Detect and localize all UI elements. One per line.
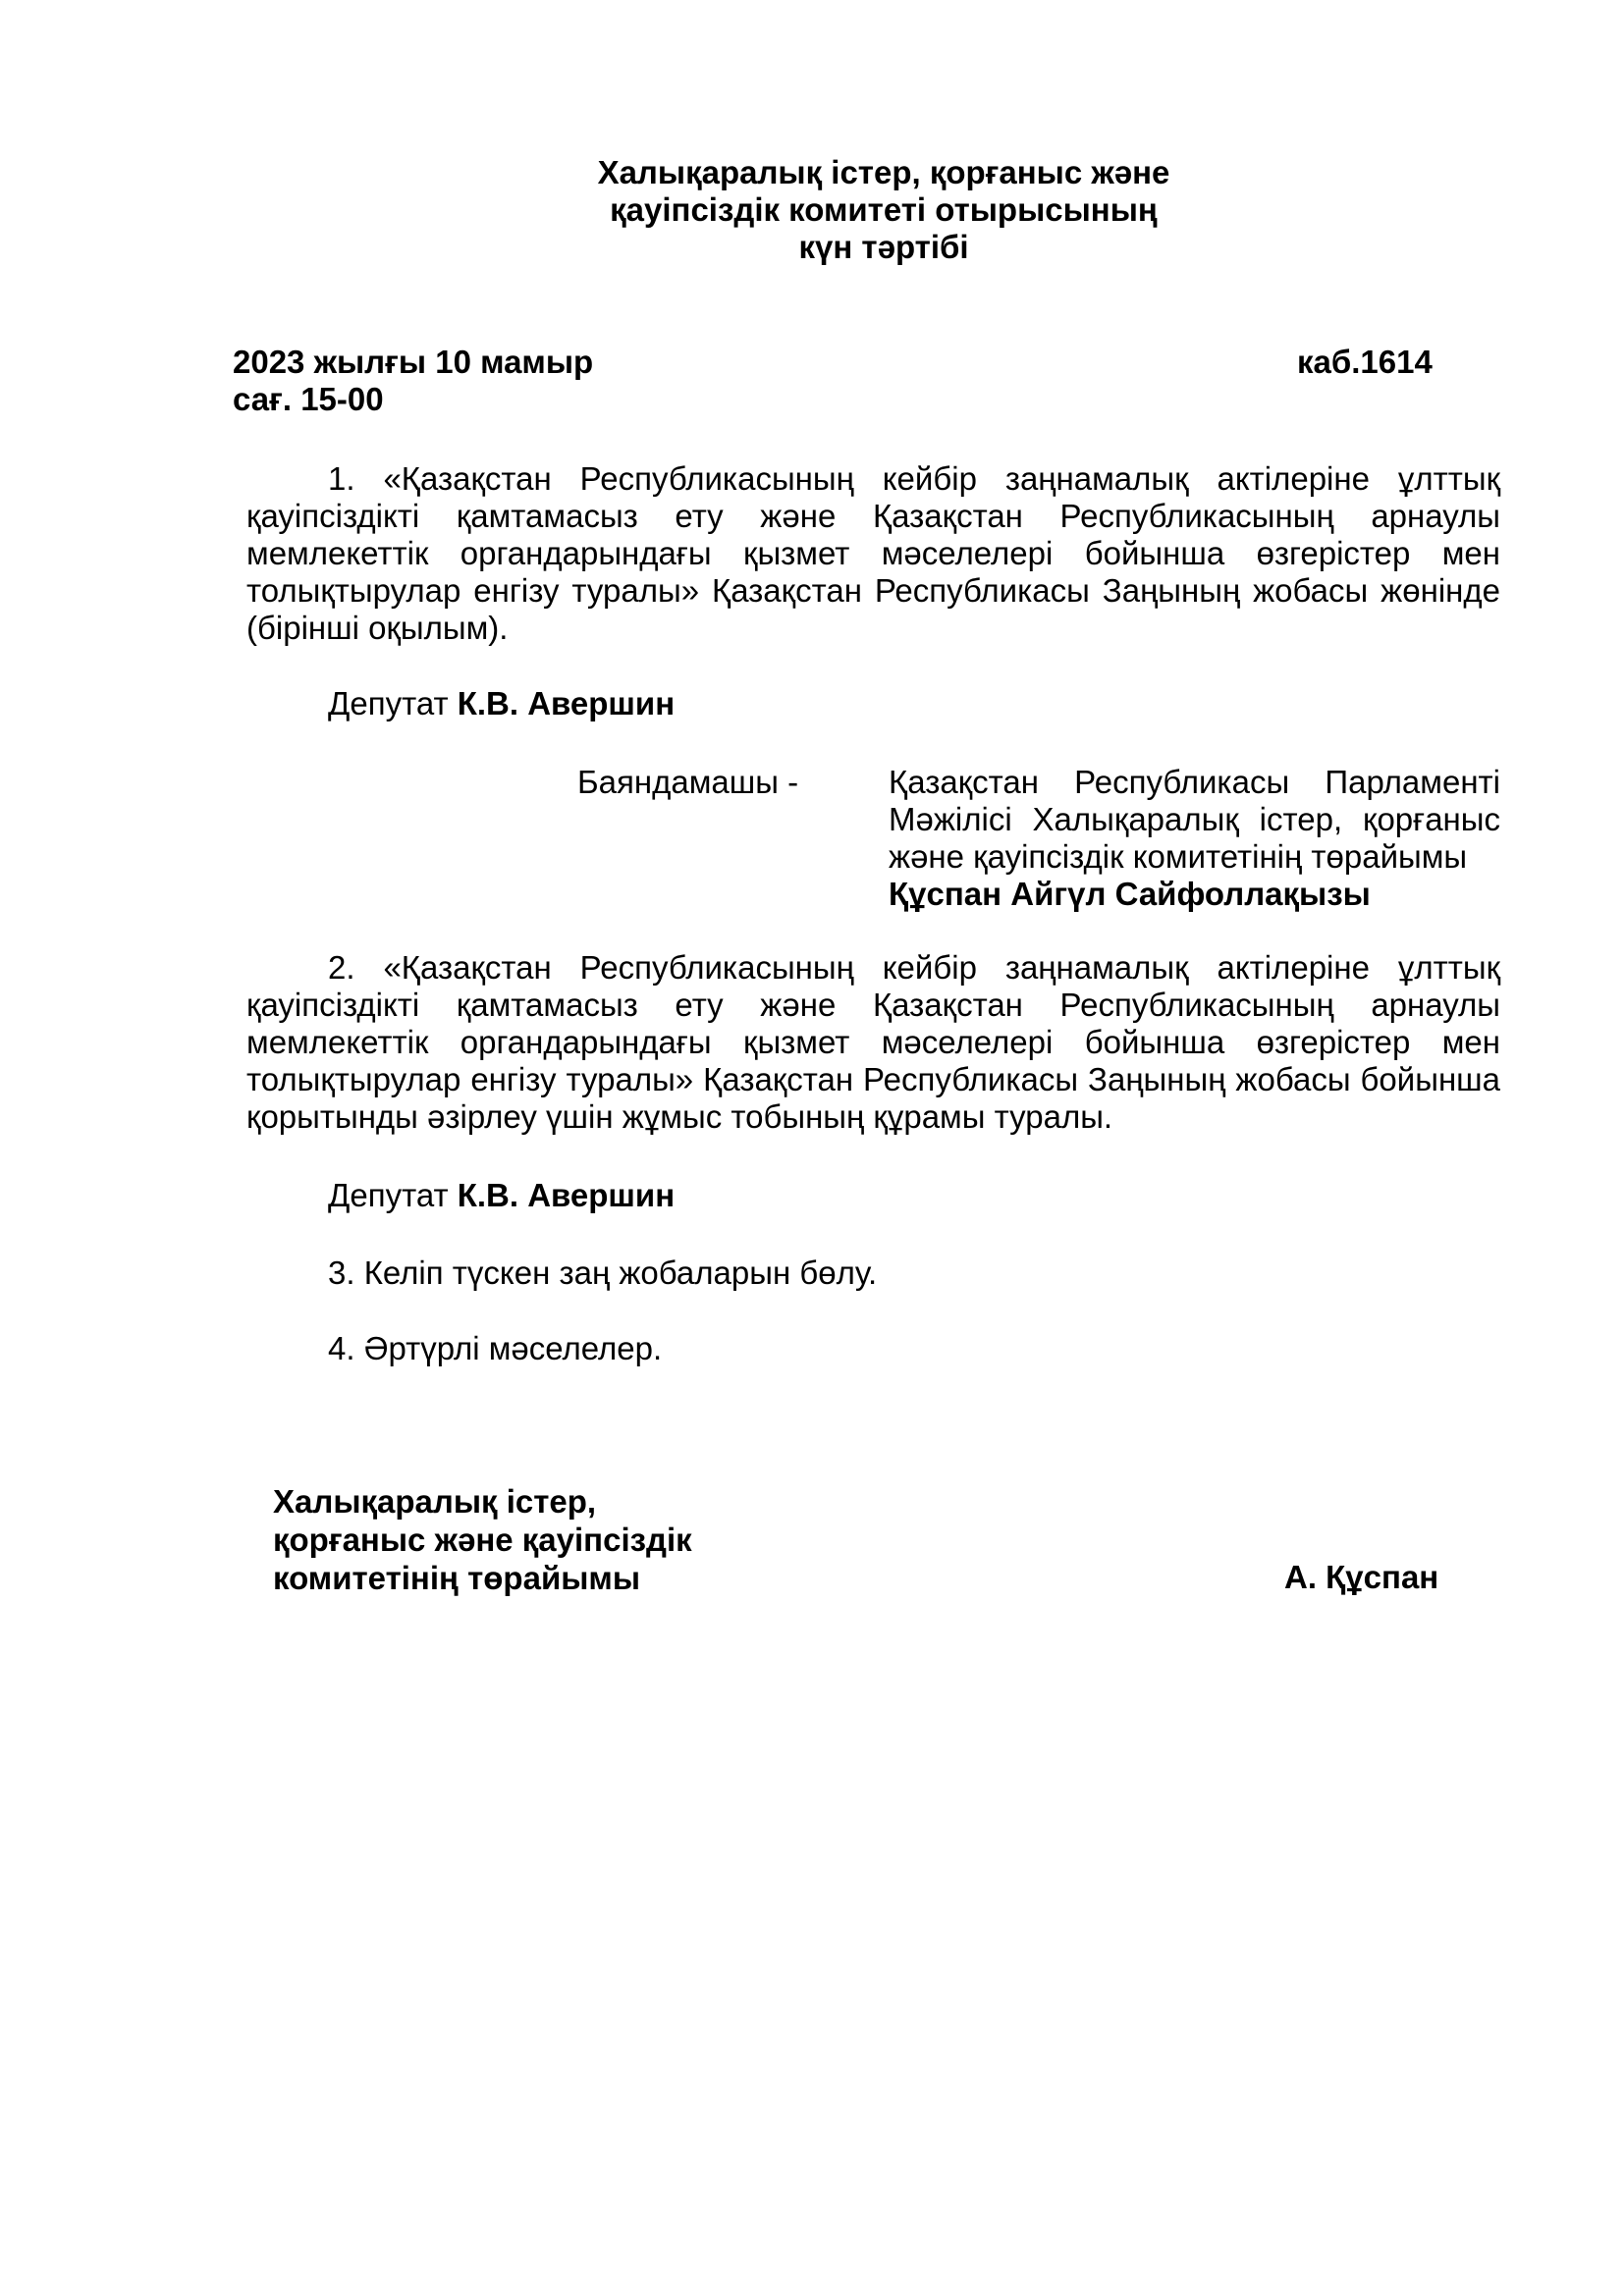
agenda-item-4: 4. Әртүрлі мәселелер. xyxy=(328,1330,663,1366)
document-title xyxy=(491,154,1276,266)
signature-line-1: Халықаралық істер, xyxy=(273,1483,597,1520)
agenda-item-1-deputy xyxy=(328,685,675,722)
signature-title xyxy=(273,1482,692,1597)
signature-line-2: қорғаныс және қауіпсіздік xyxy=(273,1522,692,1558)
deputy-prefix: Депутат xyxy=(328,1177,449,1213)
agenda-item-2-deputy xyxy=(328,1177,675,1214)
agenda-item-1 xyxy=(246,460,1500,647)
meeting-room: каб.1614 xyxy=(1297,344,1433,380)
agenda-item-2-text: «Қазақстан Республикасының кейбір заңнамалық актілеріне ұлттық қауіпсіздікті қамтамасыз ету және Қазақстан Республикасының арнаулы мемлекеттік органдарындағы қызмет мәселелері бойынша өзгерістер мен толықтырулар енгізу туралы» Қазақстан Республикасы Заңының жобасы бойынша қорытынды әзірлеу үшін жұмыс тобының құрамы туралы. xyxy=(246,949,1501,1135)
title-line-2: қауіпсіздік комитеті отырысының xyxy=(610,191,1158,228)
agenda-item-1-number: 1. xyxy=(328,460,355,497)
deputy-prefix: Депутат xyxy=(328,685,449,721)
meeting-time: сағ. 15-00 xyxy=(233,381,384,417)
agenda-item-2 xyxy=(246,949,1500,1136)
speaker-name: Құспан Айгүл Сайфоллақызы xyxy=(889,876,1371,912)
agenda-item-1-text: «Қазақстан Республикасының кейбір заңнамалық актілеріне ұлттық қауіпсіздікті қамтамасыз ету және Қазақстан Республикасының арнаулы мемлекеттік органдарындағы қызмет мәселелері бойынша өзгерістер мен толықтырулар енгізу туралы» Қазақстан Республикасы Заңының жобасы жөнінде (бірінші оқылым). xyxy=(246,460,1501,646)
meeting-date-time xyxy=(233,344,593,418)
agenda-item-3: 3. Келіп түскен заң жобаларын бөлу. xyxy=(328,1255,878,1291)
agenda-item-2-number: 2. xyxy=(328,949,355,986)
meeting-date: 2023 жылғы 10 мамыр xyxy=(233,344,594,380)
signature-name: А. Құспан xyxy=(1284,1559,1439,1595)
title-line-1: Халықаралық істер, қорғаныс және xyxy=(597,154,1170,190)
signature-line-3: комитетінің төрайымы xyxy=(273,1560,641,1596)
speaker-details xyxy=(889,764,1500,913)
deputy-name: К.В. Авершин xyxy=(457,685,676,721)
speaker-position: Қазақстан Республикасы Парламенті Мәжілісі Халықаралық істер, қорғаныс және қауіпсіздік комитетінің төрайымы xyxy=(889,764,1500,875)
title-line-3: күн тәртібі xyxy=(798,229,969,265)
deputy-name: К.В. Авершин xyxy=(457,1177,676,1213)
speaker-label: Баяндамашы - xyxy=(577,764,799,800)
